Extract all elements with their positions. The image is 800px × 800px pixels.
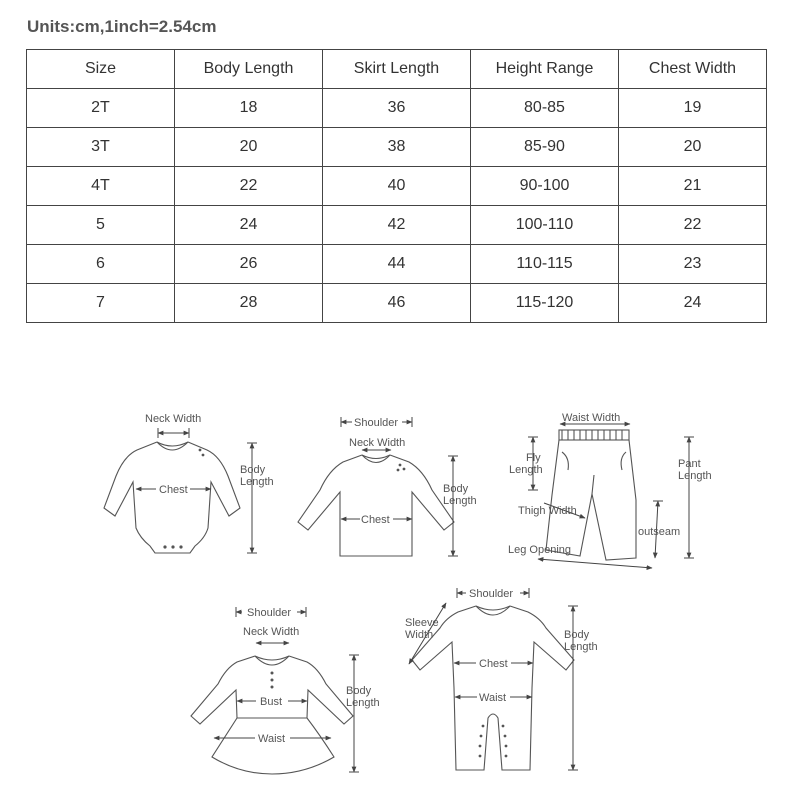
table-cell: 22	[175, 167, 323, 206]
body-length-label: Length	[564, 641, 598, 653]
tshirt-diagram	[298, 417, 477, 556]
table-cell: 26	[175, 245, 323, 284]
header-size: Size	[27, 50, 175, 89]
romper-outline	[412, 606, 574, 770]
table-cell: 21	[619, 167, 767, 206]
pant-length-label: Length	[678, 470, 712, 482]
header-body-length: Body Length	[175, 50, 323, 89]
table-cell: 90-100	[471, 167, 619, 206]
table-cell: 19	[619, 89, 767, 128]
sleeve-width-label: Sleeve	[405, 617, 439, 629]
table-cell: 3T	[27, 128, 175, 167]
shoulder-label: Shoulder	[354, 417, 399, 429]
table-cell: 4T	[27, 167, 175, 206]
fly-length-label: Length	[509, 464, 543, 476]
pants-diagram	[508, 412, 712, 568]
bodysuit-outline	[104, 442, 240, 553]
table-cell: 115-120	[471, 284, 619, 323]
table-cell: 44	[323, 245, 471, 284]
body-length-label: Body	[443, 483, 469, 495]
chest-label: Chest	[479, 658, 508, 670]
body-length-label: Body	[564, 629, 590, 641]
thigh-width-label: Thigh Width	[518, 505, 577, 517]
table-cell: 80-85	[471, 89, 619, 128]
leg-opening-label: Leg Opening	[508, 544, 571, 556]
tshirt-outline	[298, 455, 454, 556]
bodysuit-diagram	[104, 413, 274, 553]
table-cell: 38	[323, 128, 471, 167]
table-cell: 42	[323, 206, 471, 245]
table-cell: 7	[27, 284, 175, 323]
table-cell: 20	[175, 128, 323, 167]
neck-width-label: Neck Width	[349, 437, 406, 449]
waist-label: Waist	[479, 692, 507, 704]
table-cell: 46	[323, 284, 471, 323]
table-cell: 24	[175, 206, 323, 245]
table-cell: 36	[323, 89, 471, 128]
shoulder-label: Shoulder	[247, 607, 292, 619]
table-cell: 110-115	[471, 245, 619, 284]
body-length-label: Body	[346, 685, 372, 697]
table-cell: 85-90	[471, 128, 619, 167]
table-cell: 20	[619, 128, 767, 167]
waist-label: Waist	[258, 733, 286, 745]
neck-width-label: Neck Width	[145, 413, 202, 425]
neck-width-label: Neck Width	[243, 626, 300, 638]
table-cell: 18	[175, 89, 323, 128]
table-cell: 5	[27, 206, 175, 245]
chest-label: Chest	[361, 514, 390, 526]
table-cell: 28	[175, 284, 323, 323]
header-skirt-length: Skirt Length	[323, 50, 471, 89]
pants-outline	[546, 430, 636, 560]
header-height-range: Height Range	[471, 50, 619, 89]
pant-length-label: Pant	[678, 458, 701, 470]
chest-label: Chest	[159, 484, 188, 496]
body-length-label: Length	[240, 476, 274, 488]
shoulder-label: Shoulder	[469, 588, 514, 600]
table-cell: 24	[619, 284, 767, 323]
table-cell: 100-110	[471, 206, 619, 245]
fly-length-label: Fly	[526, 452, 541, 464]
table-cell: 6	[27, 245, 175, 284]
body-length-label: Length	[443, 495, 477, 507]
dress-diagram	[191, 607, 380, 774]
waist-width-label: Waist Width	[562, 412, 621, 424]
table-cell: 2T	[27, 89, 175, 128]
table-cell: 23	[619, 245, 767, 284]
bust-label: Bust	[260, 696, 283, 708]
body-length-label: Body	[240, 464, 266, 476]
table-cell: 22	[619, 206, 767, 245]
header-chest-width: Chest Width	[619, 50, 767, 89]
table-cell: 40	[323, 167, 471, 206]
romper-diagram	[405, 588, 598, 770]
sleeve-width-label: Width	[405, 629, 434, 641]
outseam-label: outseam	[638, 526, 681, 538]
body-length-label: Length	[346, 697, 380, 709]
units-note: Units:cm,1inch=2.54cm	[27, 17, 217, 36]
